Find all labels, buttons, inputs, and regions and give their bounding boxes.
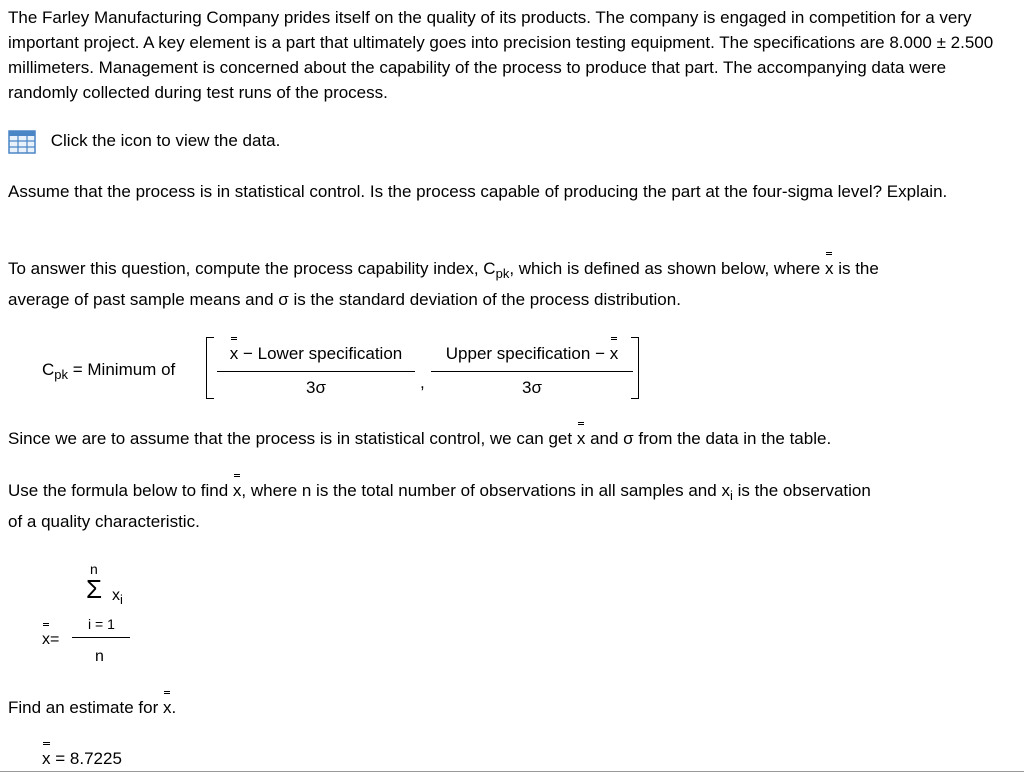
view-data-link[interactable] <box>8 128 280 154</box>
control-sentence: Since we are to assume that the process is in statistical control, we can get x and σ from the data in the table. <box>8 426 1018 451</box>
left-bracket <box>206 337 214 399</box>
cpk-formula-lhs: $C_{pk}$ = Minimum of <box>42 360 176 382</box>
cpk-definition-line2: average of past sample means and σ is the standard deviation of the process distribution. <box>8 290 681 309</box>
answer-value: 8.7225 <box>69 749 122 768</box>
upper-fraction: Upper specification − x 3σ <box>431 341 633 401</box>
formula-intro: Use the formula below to find x, where n is the total number of observations in all samples and $x_i$ is the observation <box>8 478 1018 504</box>
answer-row <box>42 746 122 771</box>
sum-upper-limit: n <box>90 561 98 577</box>
xbar-symbol: x <box>163 695 172 720</box>
bottom-divider <box>0 771 1024 772</box>
data-table-icon[interactable] <box>8 130 36 154</box>
problem-intro: The Farley Manufacturing Company prides itself on the quality of its products. The company is engaged in competition for a very important project. A key element is a part that ultimately goes into precision testing equipment. The specifications are 8.000 ± 2.500 millimeters. Management is concerned about the capability of the process to produce that part. The accompanying data were randomly collected during test runs of the process. <box>8 8 994 102</box>
xbar-symbol: x <box>825 256 834 281</box>
mean-fraction-line <box>72 637 130 638</box>
xi-term: $x_i$ <box>112 587 123 607</box>
cpk-definition: To answer this question, compute the process capability index, $C_{pk}$, which is defined as shown below, where x is the <box>8 256 1018 282</box>
view-data-text[interactable]: Click the icon to view the data. <box>50 131 281 150</box>
mean-formula <box>0 555 200 675</box>
mean-lhs: x= <box>42 627 59 652</box>
formula-intro-line2: of a quality characteristic. <box>8 512 200 531</box>
lower-fraction: x − Lower specification 3σ <box>217 341 415 401</box>
sigma-symbol: Σ <box>86 574 103 604</box>
right-bracket <box>631 337 639 399</box>
question-text: Assume that the process is in statistical control. Is the process capable of producing the part at the four-sigma level? Explain. <box>8 182 948 201</box>
mean-denominator: n <box>95 648 104 665</box>
xbar-symbol: x <box>577 426 586 451</box>
cpk-formula <box>0 330 700 405</box>
fraction-comma: , <box>420 373 425 392</box>
sum-lower-limit: i = 1 <box>88 616 115 632</box>
find-prompt: Find an estimate for x. <box>8 695 176 720</box>
answer-equals: = <box>55 749 66 768</box>
xbar-symbol: x <box>42 746 51 771</box>
xbar-symbol: x <box>233 478 242 503</box>
